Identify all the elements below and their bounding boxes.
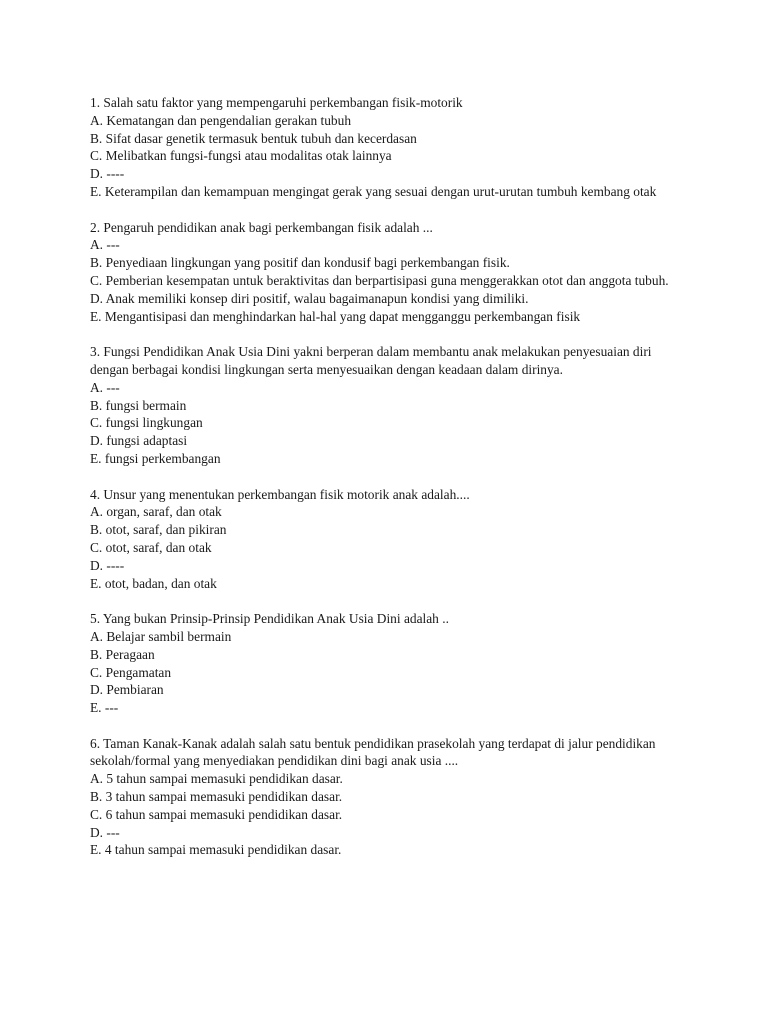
question-6: [90, 735, 690, 860]
option-d: D. ----: [90, 166, 125, 182]
option-a: A. ---: [90, 379, 120, 395]
question-1: [90, 94, 690, 201]
option-b: B. Sifat dasar genetik termasuk bentuk tubuh dan kecerdasan: [90, 130, 417, 146]
option-e: E. fungsi perkembangan: [90, 450, 221, 466]
option-d: D. Anak memiliki konsep diri positif, walau bagaimanapun kondisi yang dimiliki.: [90, 290, 529, 306]
question-text: 1. Salah satu faktor yang mempengaruhi perkembangan fisik-motorik: [90, 95, 463, 110]
option-b: B. Peragaan: [90, 646, 155, 662]
option-c: C. Pemberian kesempatan untuk beraktivitas dan berpartisipasi guna menggerakkan otot dan anggota tubuh.: [90, 272, 669, 288]
option-c: C. Melibatkan fungsi-fungsi atau modalitas otak lainnya: [90, 148, 392, 164]
option-c: C. fungsi lingkungan: [90, 415, 203, 431]
question-text: 4. Unsur yang menentukan perkembangan fisik motorik anak adalah....: [90, 486, 470, 502]
option-e: E. otot, badan, dan otak: [90, 575, 217, 591]
option-e: E. 4 tahun sampai memasuki pendidikan dasar.: [90, 842, 342, 858]
question-text: 2. Pengaruh pendidikan anak bagi perkembangan fisik adalah ...: [90, 219, 433, 235]
question-4: [90, 486, 690, 593]
question-5: [90, 610, 690, 717]
option-b: B. fungsi bermain: [90, 397, 187, 413]
option-b: B. 3 tahun sampai memasuki pendidikan dasar.: [90, 789, 343, 805]
option-c: C. Pengamatan: [90, 664, 172, 680]
question-text: 6. Taman Kanak-Kanak adalah salah satu bentuk pendidikan prasekolah yang terdapat di jalur pendidikan sekolah/formal yang menyediakan pendidikan dini bagi anak usia ....: [90, 735, 656, 769]
option-a: A. 5 tahun sampai memasuki pendidikan dasar.: [90, 771, 343, 787]
option-a: A. Belajar sambil bermain: [90, 628, 232, 644]
question-3: [90, 343, 690, 468]
option-d: D. fungsi adaptasi: [90, 433, 188, 449]
option-e: E. Mengantisipasi dan menghindarkan hal-hal yang dapat mengganggu perkembangan fisik: [90, 308, 581, 324]
option-d: D. Pembiaran: [90, 682, 164, 698]
option-a: A. organ, saraf, dan otak: [90, 504, 222, 520]
option-e: E. ---: [90, 700, 119, 716]
question-text: 3. Fungsi Pendidikan Anak Usia Dini yakni berperan dalam membantu anak melakukan penyesuaian diri dengan berbagai kondisi lingkungan serta menyesuaikan dengan keadaan dalam dirinya.: [90, 344, 652, 377]
option-d: D. ----: [90, 557, 125, 573]
option-a: A. ---: [90, 237, 120, 253]
option-a: A. Kematangan dan pengendalian gerakan tubuh: [90, 112, 352, 128]
option-c: C. otot, saraf, dan otak: [90, 539, 212, 555]
option-b: B. otot, saraf, dan pikiran: [90, 522, 227, 538]
option-e: E. Keterampilan dan kemampuan mengingat gerak yang sesuai dengan urut-urutan tumbuh kembang otak: [90, 183, 657, 199]
option-d: D. ---: [90, 824, 120, 840]
question-2: [90, 219, 690, 326]
option-b: B. Penyediaan lingkungan yang positif dan kondusif bagi perkembangan fisik.: [90, 255, 510, 271]
quiz-content: [90, 94, 690, 877]
option-c: C. 6 tahun sampai memasuki pendidikan dasar.: [90, 806, 343, 822]
question-text: 5. Yang bukan Prinsip-Prinsip Pendidikan Anak Usia Dini adalah ..: [90, 611, 449, 627]
